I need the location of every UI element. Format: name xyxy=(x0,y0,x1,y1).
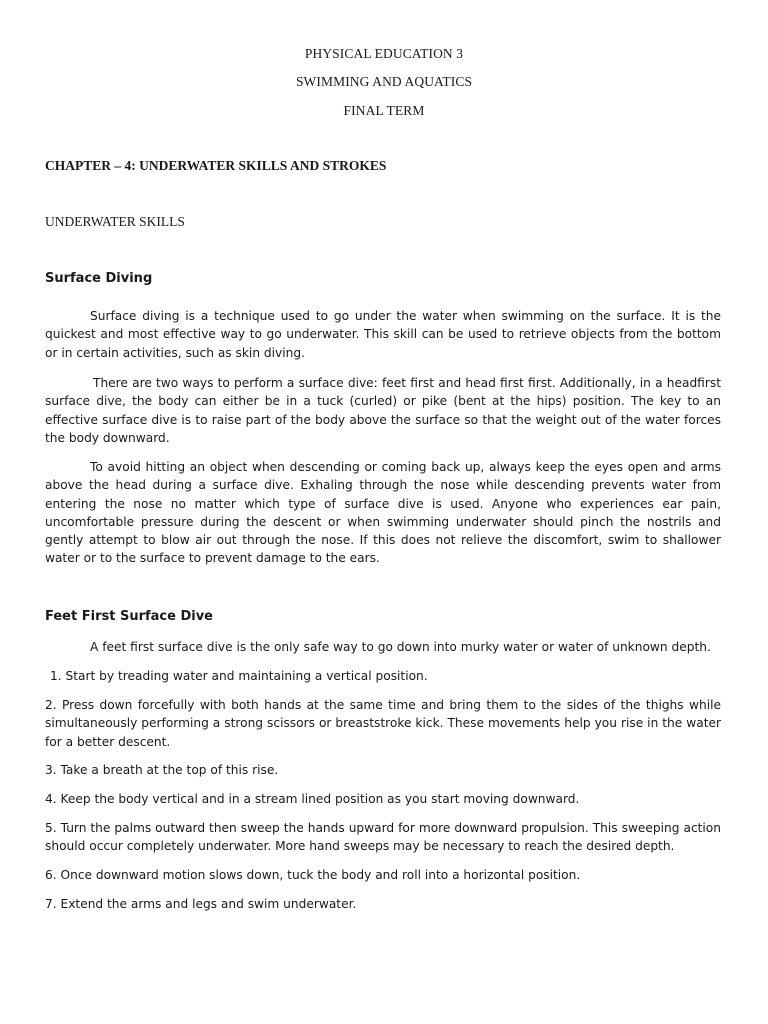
feet-first-step-6: 6. Once downward motion slows down, tuck the body and roll into a horizontal position. xyxy=(45,868,581,882)
surface-diving-paragraph-2: There are two ways to perform a surface dive: feet first and head first first. Additionally, in a headfirst surface dive, the body can either be in a tuck (curled) or pike (bent at the hips) position. The key to an effective surface dive is to raise part of the body above the surface so that the weight out of the water forces the body downward. xyxy=(45,376,721,445)
surface-diving-paragraph-1: Surface diving is a technique used to go under the water when swimming on the surface. It is the quickest and most effective way to go underwater. This skill can be used to retrieve objects from the bottom or in certain activities, such as skin diving. xyxy=(45,309,721,360)
surface-diving-paragraph-3: To avoid hitting an object when descending or coming back up, always keep the eyes open and arms above the head during a surface dive. Exhaling through the nose while descending prevents water from entering the nose no matter which type of surface dive is used. Anyone who experiences ear pain, uncomfortable pressure during the descent or when swimming underwater should pinch the nostrils and gently attempt to blow air out through the nose. If this does not relieve the discomfort, swim to shallower water or to the surface to prevent damage to the ears. xyxy=(45,460,721,566)
surface-diving-heading: Surface Diving xyxy=(45,271,153,286)
feet-first-step-1: 1. Start by treading water and maintaining a vertical position. xyxy=(50,669,428,683)
feet-first-step-2: 2. Press down forcefully with both hands at the same time and bring them to the sides of the thighs while simultaneously performing a strong scissors or breaststroke kick. These movements help you rise in the water for a better descent. xyxy=(45,698,721,749)
feet-first-step-3: 3. Take a breath at the top of this rise. xyxy=(45,763,279,777)
chapter-title: CHAPTER – 4: UNDERWATER SKILLS AND STROKES xyxy=(45,158,387,173)
course-title: PHYSICAL EDUCATION 3 xyxy=(304,46,464,61)
course-subtitle: SWIMMING AND AQUATICS xyxy=(295,74,473,89)
feet-first-heading: Feet First Surface Dive xyxy=(45,609,213,624)
feet-first-step-7: 7. Extend the arms and legs and swim underwater. xyxy=(45,897,357,911)
feet-first-step-5: 5. Turn the palms outward then sweep the hands upward for more downward propulsion. This sweeping action should occur completely underwater. More hand sweeps may be necessary to reach the desired depth. xyxy=(45,821,721,854)
feet-first-step-4: 4. Keep the body vertical and in a stream lined position as you start moving downward. xyxy=(45,792,580,806)
section-label: UNDERWATER SKILLS xyxy=(45,214,185,229)
feet-first-intro: A feet first surface dive is the only safe way to go down into murky water or water of unknown depth. xyxy=(90,640,711,654)
term-label: FINAL TERM xyxy=(343,103,425,118)
